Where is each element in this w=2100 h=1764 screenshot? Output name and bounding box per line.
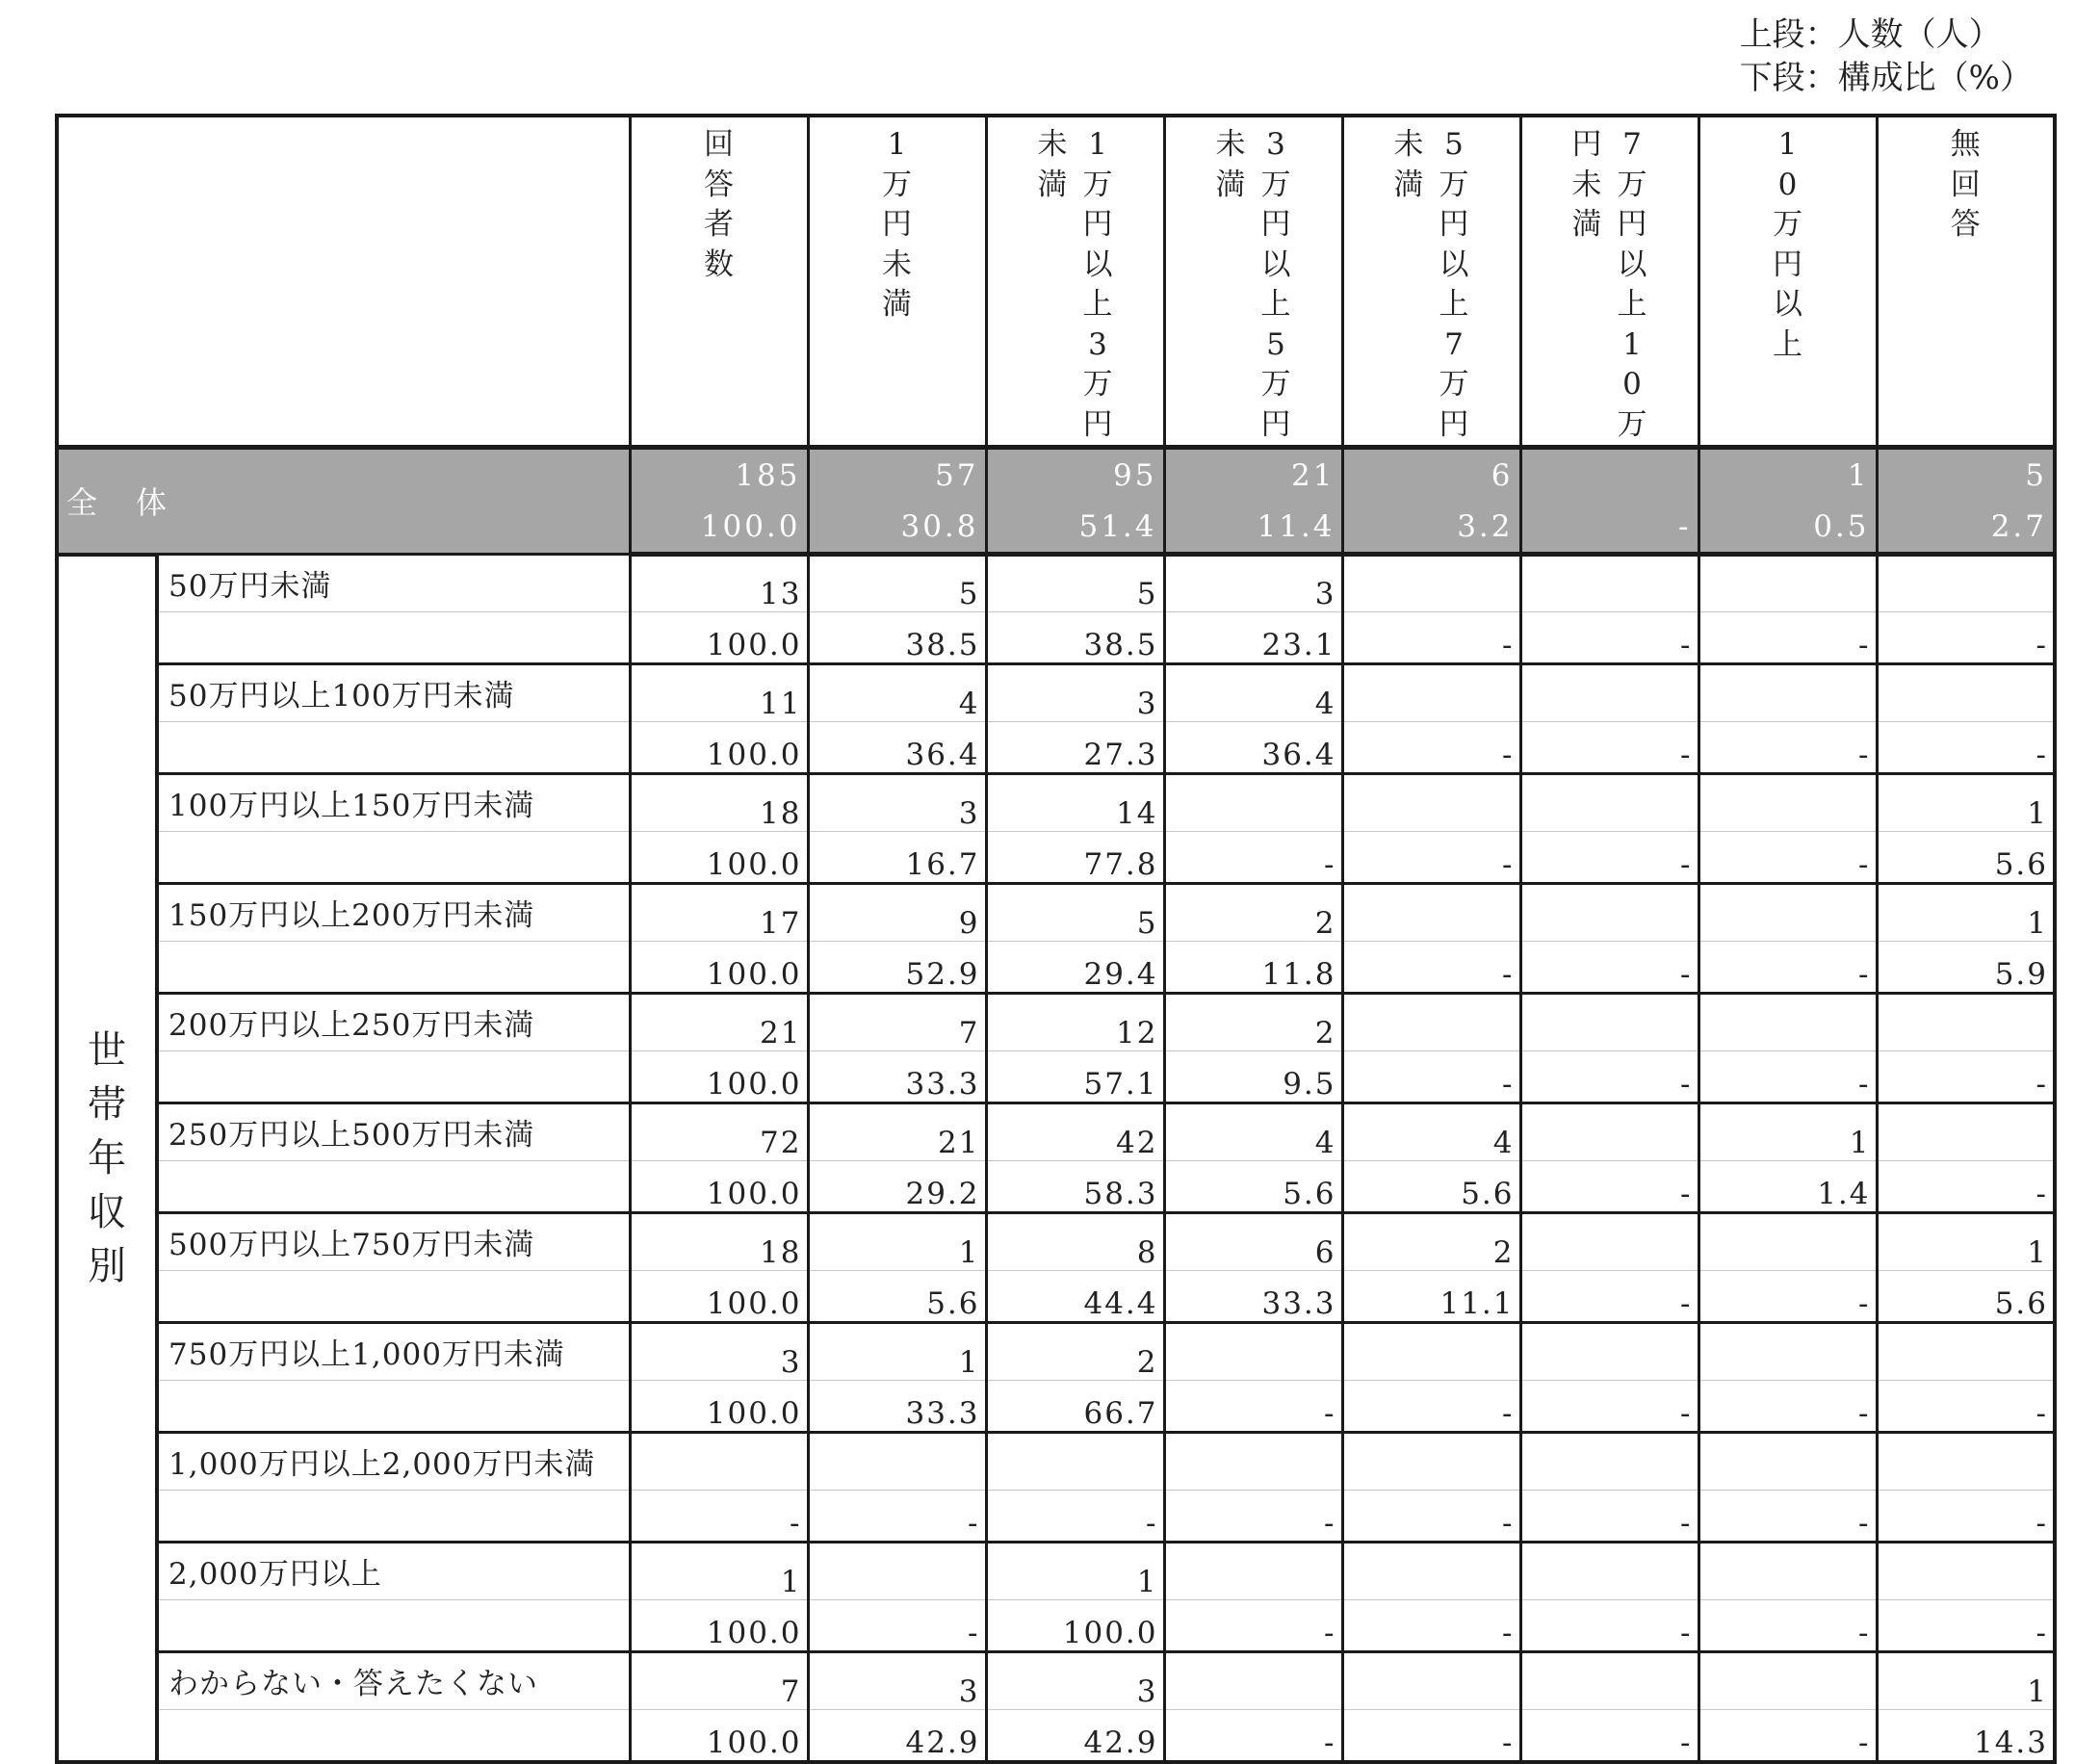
count-cell: 1 xyxy=(1877,1213,2055,1271)
pct-cell: - xyxy=(1877,722,2055,774)
pct-cell: - xyxy=(1698,1381,1877,1433)
pct-cell: - xyxy=(1342,722,1520,774)
table-row-count xyxy=(57,1103,2055,1161)
row-label: 150万円以上200万円未満 xyxy=(157,884,630,942)
pct-cell: - xyxy=(1698,1051,1877,1103)
pct-cell: - xyxy=(630,1491,808,1543)
count-cell xyxy=(1164,774,1342,832)
count-cell xyxy=(1520,884,1698,942)
legend-lower: 下段：構成比（%） xyxy=(1739,59,2033,97)
count-cell: 13 xyxy=(630,555,808,612)
row-label-spacer xyxy=(157,1161,630,1213)
pct-cell: - xyxy=(1342,1710,1520,1763)
column-header-respondents xyxy=(630,116,808,448)
pct-cell: 33.3 xyxy=(808,1051,986,1103)
row-label: 2,000万円以上 xyxy=(157,1543,630,1600)
count-cell xyxy=(1698,884,1877,942)
unit-legend xyxy=(1740,13,2033,100)
total-count-cell: 57 xyxy=(808,448,986,502)
pct-cell: 44.4 xyxy=(986,1271,1164,1323)
count-cell xyxy=(1698,664,1877,722)
count-cell xyxy=(1877,664,2055,722)
count-cell: 4 xyxy=(1164,664,1342,722)
pct-cell: 5.6 xyxy=(1164,1161,1342,1213)
pct-cell: - xyxy=(1164,1600,1342,1652)
count-cell xyxy=(1520,1323,1698,1381)
count-cell xyxy=(1698,1543,1877,1600)
table-row-count xyxy=(57,774,2055,832)
pct-cell: - xyxy=(1877,1600,2055,1652)
row-label-spacer xyxy=(157,832,630,884)
pct-cell: 33.3 xyxy=(1164,1271,1342,1323)
count-cell xyxy=(1342,1543,1520,1600)
count-cell: 12 xyxy=(986,994,1164,1051)
pct-cell: 5.9 xyxy=(1877,942,2055,994)
column-header-5_7 xyxy=(1342,116,1520,448)
count-cell: 8 xyxy=(986,1213,1164,1271)
table-row-count xyxy=(57,1433,2055,1491)
total-count-cell: 5 xyxy=(1877,448,2055,502)
count-cell: 2 xyxy=(1164,884,1342,942)
table-row-count xyxy=(57,884,2055,942)
table-row-pct xyxy=(57,1381,2055,1433)
pct-cell: 38.5 xyxy=(986,612,1164,664)
table-row-count xyxy=(57,555,2055,612)
table-row-count xyxy=(57,664,2055,722)
table-row-pct xyxy=(57,1710,2055,1763)
count-cell: 1 xyxy=(630,1543,808,1600)
count-cell: 21 xyxy=(808,1103,986,1161)
pct-cell: 5.6 xyxy=(1877,832,2055,884)
pct-cell: - xyxy=(1520,1381,1698,1433)
pct-cell: 14.3 xyxy=(1877,1710,2055,1763)
pct-cell: - xyxy=(1342,1600,1520,1652)
count-cell xyxy=(1520,664,1698,722)
pct-cell: 36.4 xyxy=(808,722,986,774)
pct-cell: - xyxy=(1342,1381,1520,1433)
row-label: 50万円未満 xyxy=(157,555,630,612)
row-label: 500万円以上750万円未満 xyxy=(157,1213,630,1271)
column-header-3_5 xyxy=(1164,116,1342,448)
pct-cell: 100.0 xyxy=(630,1600,808,1652)
total-pct-cell: 0.5 xyxy=(1698,501,1877,555)
pct-cell: - xyxy=(1877,1161,2055,1213)
total-pct-cell: 3.2 xyxy=(1342,501,1520,555)
table-row-count xyxy=(57,994,2055,1051)
count-cell xyxy=(1164,1433,1342,1491)
pct-cell: - xyxy=(1698,942,1877,994)
pct-cell: 9.5 xyxy=(1164,1051,1342,1103)
table-row-pct xyxy=(57,1491,2055,1543)
pct-cell: - xyxy=(1877,612,2055,664)
pct-cell: - xyxy=(986,1491,1164,1543)
column-header-text: 未 満 xyxy=(1393,127,1424,202)
column-header-1_3 xyxy=(986,116,1164,448)
row-label: わからない・答えたくない xyxy=(157,1652,630,1710)
pct-cell: - xyxy=(1698,1271,1877,1323)
pct-cell: - xyxy=(1520,1491,1698,1543)
category-label xyxy=(57,555,157,1763)
count-cell xyxy=(808,1433,986,1491)
row-label-spacer xyxy=(157,942,630,994)
pct-cell: 1.4 xyxy=(1698,1161,1877,1213)
total-count-cell: 6 xyxy=(1342,448,1520,502)
count-cell xyxy=(1698,1323,1877,1381)
pct-cell: - xyxy=(1520,1271,1698,1323)
count-cell xyxy=(1877,1103,2055,1161)
row-label: 750万円以上1,000万円未満 xyxy=(157,1323,630,1381)
count-cell xyxy=(1342,1323,1520,1381)
pct-cell: 100.0 xyxy=(630,1161,808,1213)
row-label: 250万円以上500万円未満 xyxy=(157,1103,630,1161)
column-header-under_1 xyxy=(808,116,986,448)
pct-cell: 100.0 xyxy=(630,832,808,884)
pct-cell: - xyxy=(1520,1161,1698,1213)
pct-cell: 29.2 xyxy=(808,1161,986,1213)
pct-cell: - xyxy=(808,1600,986,1652)
row-label-spacer xyxy=(157,722,630,774)
pct-cell: - xyxy=(1164,1710,1342,1763)
pct-cell: - xyxy=(1877,1051,2055,1103)
pct-cell: - xyxy=(1520,1710,1698,1763)
count-cell xyxy=(1520,774,1698,832)
category-label-text: 世 帯 年 収 別 xyxy=(88,1027,126,1288)
total-count-cell: 21 xyxy=(1164,448,1342,502)
row-label-spacer xyxy=(157,1381,630,1433)
count-cell: 4 xyxy=(808,664,986,722)
pct-cell: - xyxy=(1520,1600,1698,1652)
count-cell: 3 xyxy=(808,1652,986,1710)
count-cell: 1 xyxy=(1877,774,2055,832)
count-cell xyxy=(1698,555,1877,612)
row-label-spacer xyxy=(157,612,630,664)
count-cell xyxy=(1342,994,1520,1051)
pct-cell: 27.3 xyxy=(986,722,1164,774)
count-cell: 3 xyxy=(986,1652,1164,1710)
count-cell xyxy=(1877,1323,2055,1381)
pct-cell: 33.3 xyxy=(808,1381,986,1433)
count-cell: 17 xyxy=(630,884,808,942)
pct-cell: - xyxy=(1698,1600,1877,1652)
row-label: 200万円以上250万円未満 xyxy=(157,994,630,1051)
total-count-row xyxy=(57,448,2055,502)
total-pct-cell: - xyxy=(1520,501,1698,555)
count-cell: 42 xyxy=(986,1103,1164,1161)
total-count-cell: 185 xyxy=(630,448,808,502)
count-cell: 2 xyxy=(1342,1213,1520,1271)
pct-cell: - xyxy=(1342,1051,1520,1103)
count-cell xyxy=(1342,664,1520,722)
count-cell xyxy=(1520,1652,1698,1710)
count-cell xyxy=(1520,555,1698,612)
count-cell xyxy=(1342,774,1520,832)
count-cell: 6 xyxy=(1164,1213,1342,1271)
pct-cell: - xyxy=(1520,722,1698,774)
total-count-cell: 95 xyxy=(986,448,1164,502)
total-count-cell: 1 xyxy=(1698,448,1877,502)
count-cell xyxy=(1520,1433,1698,1491)
count-cell xyxy=(1698,1213,1877,1271)
pct-cell: 57.1 xyxy=(986,1051,1164,1103)
count-cell xyxy=(630,1433,808,1491)
pct-cell: - xyxy=(1342,612,1520,664)
column-header-text: 未 満 xyxy=(1037,127,1068,202)
count-cell xyxy=(1342,555,1520,612)
column-header-7_10 xyxy=(1520,116,1698,448)
legend-upper: 上段：人数（人） xyxy=(1739,15,2002,54)
count-cell: 3 xyxy=(808,774,986,832)
total-label: 全体 xyxy=(57,448,630,555)
count-cell: 7 xyxy=(808,994,986,1051)
total-pct-cell: 100.0 xyxy=(630,501,808,555)
count-cell: 3 xyxy=(1164,555,1342,612)
total-pct-cell: 51.4 xyxy=(986,501,1164,555)
pct-cell: 100.0 xyxy=(630,1051,808,1103)
pct-cell: 58.3 xyxy=(986,1161,1164,1213)
count-cell xyxy=(1698,994,1877,1051)
count-cell xyxy=(1877,1433,2055,1491)
total-pct-cell: 11.4 xyxy=(1164,501,1342,555)
row-label-spacer xyxy=(157,1051,630,1103)
count-cell: 1 xyxy=(808,1323,986,1381)
count-cell: 4 xyxy=(1164,1103,1342,1161)
pct-cell: - xyxy=(1520,1051,1698,1103)
count-cell: 9 xyxy=(808,884,986,942)
pct-cell: 11.8 xyxy=(1164,942,1342,994)
count-cell xyxy=(1342,1433,1520,1491)
count-cell xyxy=(1520,1543,1698,1600)
count-cell: 14 xyxy=(986,774,1164,832)
pct-cell: 36.4 xyxy=(1164,722,1342,774)
count-cell: 72 xyxy=(630,1103,808,1161)
count-cell: 1 xyxy=(986,1543,1164,1600)
pct-cell: 42.9 xyxy=(986,1710,1164,1763)
row-label-spacer xyxy=(157,1600,630,1652)
pct-cell: 100.0 xyxy=(630,942,808,994)
pct-cell: - xyxy=(1520,942,1698,994)
column-header-text: 1 万 円 以 上 3 万 円 xyxy=(1082,127,1113,442)
row-label-spacer xyxy=(157,1491,630,1543)
pct-cell: 100.0 xyxy=(630,1381,808,1433)
pct-cell: 100.0 xyxy=(986,1600,1164,1652)
column-header-over_10 xyxy=(1698,116,1877,448)
pct-cell: 100.0 xyxy=(630,612,808,664)
pct-cell: 29.4 xyxy=(986,942,1164,994)
row-label: 50万円以上100万円未満 xyxy=(157,664,630,722)
count-cell xyxy=(986,1433,1164,1491)
column-header-text: 未 満 xyxy=(1215,127,1246,202)
total-pct-cell: 2.7 xyxy=(1877,501,2055,555)
pct-cell: - xyxy=(1342,1491,1520,1543)
table-row-pct xyxy=(57,1051,2055,1103)
pct-cell: - xyxy=(1164,1491,1342,1543)
count-cell: 1 xyxy=(1877,884,2055,942)
count-cell: 3 xyxy=(986,664,1164,722)
column-header-no_answer xyxy=(1877,116,2055,448)
row-label-spacer xyxy=(157,1271,630,1323)
count-cell xyxy=(1520,1103,1698,1161)
count-cell xyxy=(1164,1323,1342,1381)
count-cell: 5 xyxy=(808,555,986,612)
count-cell xyxy=(1698,774,1877,832)
count-cell xyxy=(1520,994,1698,1051)
count-cell: 3 xyxy=(630,1323,808,1381)
table-row-count xyxy=(57,1543,2055,1600)
row-label-spacer xyxy=(157,1710,630,1763)
table-row-pct xyxy=(57,832,2055,884)
column-header-text: 回 答 者 数 xyxy=(704,127,734,282)
count-cell: 18 xyxy=(630,1213,808,1271)
pct-cell: - xyxy=(1877,1491,2055,1543)
pct-cell: 66.7 xyxy=(986,1381,1164,1433)
pct-cell: 23.1 xyxy=(1164,612,1342,664)
pct-cell: 38.5 xyxy=(808,612,986,664)
column-header-text: 3 万 円 以 上 5 万 円 xyxy=(1260,127,1291,442)
column-header-text: 1 0 万 円 以 上 xyxy=(1773,127,1802,362)
total-pct-cell: 30.8 xyxy=(808,501,986,555)
count-cell xyxy=(1877,1543,2055,1600)
pct-cell: - xyxy=(1877,1381,2055,1433)
row-label: 100万円以上150万円未満 xyxy=(157,774,630,832)
count-cell: 2 xyxy=(986,1323,1164,1381)
pct-cell: - xyxy=(1698,1710,1877,1763)
table-row-pct xyxy=(57,1161,2055,1213)
count-cell: 2 xyxy=(1164,994,1342,1051)
pct-cell: - xyxy=(1698,612,1877,664)
pct-cell: - xyxy=(1342,832,1520,884)
pct-cell: 11.1 xyxy=(1342,1271,1520,1323)
table-row-pct xyxy=(57,612,2055,664)
crosstab-table xyxy=(55,114,2057,1764)
pct-cell: 5.6 xyxy=(1877,1271,2055,1323)
pct-cell: - xyxy=(1698,1491,1877,1543)
count-cell xyxy=(808,1543,986,1600)
pct-cell: - xyxy=(808,1491,986,1543)
table-row-pct xyxy=(57,1600,2055,1652)
count-cell xyxy=(1342,884,1520,942)
pct-cell: - xyxy=(1164,832,1342,884)
pct-cell: 5.6 xyxy=(808,1271,986,1323)
table-row-count xyxy=(57,1652,2055,1710)
pct-cell: 100.0 xyxy=(630,1710,808,1763)
count-cell xyxy=(1698,1433,1877,1491)
count-cell: 11 xyxy=(630,664,808,722)
table-row-count xyxy=(57,1323,2055,1381)
pct-cell: - xyxy=(1698,832,1877,884)
pct-cell: 16.7 xyxy=(808,832,986,884)
table-row-count xyxy=(57,1213,2055,1271)
pct-cell: - xyxy=(1520,832,1698,884)
count-cell xyxy=(1164,1652,1342,1710)
column-header-text: 無 回 答 xyxy=(1950,127,1981,242)
pct-cell: 52.9 xyxy=(808,942,986,994)
pct-cell: - xyxy=(1698,722,1877,774)
column-header-text: 1 万 円 未 満 xyxy=(882,127,912,322)
pct-cell: 5.6 xyxy=(1342,1161,1520,1213)
count-cell: 18 xyxy=(630,774,808,832)
pct-cell: 100.0 xyxy=(630,1271,808,1323)
count-cell: 5 xyxy=(986,884,1164,942)
count-cell xyxy=(1164,1543,1342,1600)
count-cell: 1 xyxy=(1877,1652,2055,1710)
count-cell xyxy=(1877,555,2055,612)
pct-cell: - xyxy=(1164,1381,1342,1433)
header-row xyxy=(57,116,2055,448)
pct-cell: 42.9 xyxy=(808,1710,986,1763)
count-cell xyxy=(1342,1652,1520,1710)
pct-cell: - xyxy=(1520,612,1698,664)
count-cell: 7 xyxy=(630,1652,808,1710)
column-header-text: 円 未 満 xyxy=(1571,127,1602,242)
table-row-pct xyxy=(57,722,2055,774)
count-cell: 4 xyxy=(1342,1103,1520,1161)
table-row-pct xyxy=(57,942,2055,994)
row-label: 1,000万円以上2,000万円未満 xyxy=(157,1433,630,1491)
pct-cell: 77.8 xyxy=(986,832,1164,884)
column-header-text: 7 万 円 以 上 1 0 万 xyxy=(1617,127,1647,442)
count-cell: 1 xyxy=(808,1213,986,1271)
column-header-text: 5 万 円 以 上 7 万 円 xyxy=(1439,127,1469,442)
count-cell: 5 xyxy=(986,555,1164,612)
pct-cell: 100.0 xyxy=(630,722,808,774)
table-row-pct xyxy=(57,1271,2055,1323)
count-cell: 21 xyxy=(630,994,808,1051)
header-corner xyxy=(57,116,630,448)
pct-cell: - xyxy=(1342,942,1520,994)
count-cell xyxy=(1698,1652,1877,1710)
count-cell xyxy=(1877,994,2055,1051)
count-cell xyxy=(1520,1213,1698,1271)
total-count-cell xyxy=(1520,448,1698,502)
count-cell: 1 xyxy=(1698,1103,1877,1161)
